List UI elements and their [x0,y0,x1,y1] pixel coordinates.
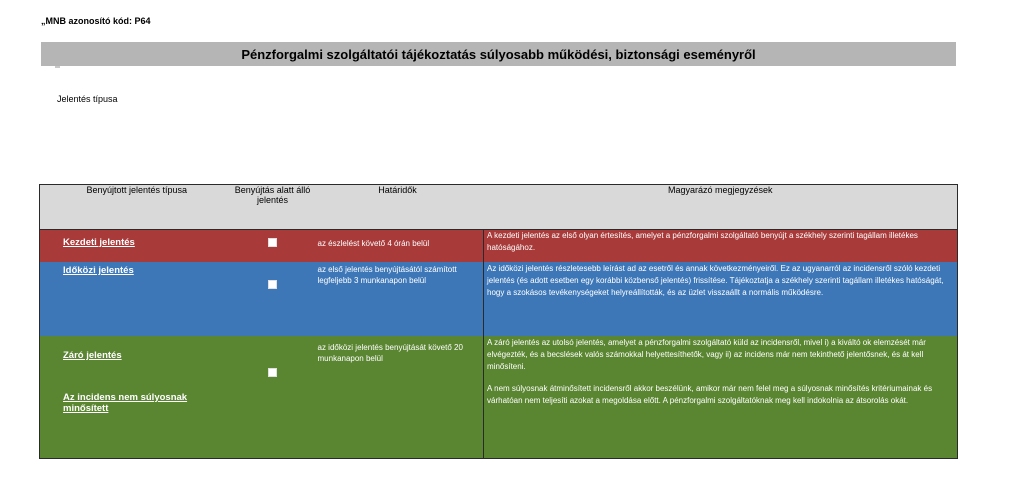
table-header-row [40,185,958,230]
header-submitted-type: Benyújtott jelentés típusa [40,185,234,230]
mnb-code-label: „MNB azonosító kód: P64 [41,16,151,26]
initial-report-note: A kezdeti jelentés az első olyan értesítés, amelyet a pénzforgalmi szolgáltató benyújt a székhely szerinti tagállam illetékes hatóságához. [484,230,958,263]
not-serious-incident-note: A nem súlyosnak átminősített incidensről akkor beszélünk, amikor már nem felel meg a súlyosnak minősítés kritériumainak és várhatóan nem teljesíti azokat a megoldása előtt. A pénzforgalmi szolgáltatóknak meg kell indokolnia az átsorolás okát. [487,384,933,405]
page-title: Pénzforgalmi szolgáltatói tájékoztatás súlyosabb működési, biztonsági eseményről [41,42,956,66]
interim-report-note: Az időközi jelentés részletesebb leírást ad az esetről és annak következményeiről. Ez az ugyanarról az incidensről szóló kezdeti jelentés (és adott esetben egy korábbi közbenső jelentés) frissítése. Tájékoztatja a székhely szerinti tagállam illetékes hatóságát, hogy a szokásos tevékenységeket helyreállították, és az üzlet visszaállt a normális működésre. [484,262,958,336]
initial-report-deadline: az észlelést követő 4 órán belül [312,230,484,263]
initial-report-link[interactable]: Kezdeti jelentés [63,237,135,248]
table-row-initial [40,230,958,263]
not-serious-incident-link[interactable]: Az incidens nem súlyosnak minősített [63,392,188,414]
report-type-label: Jelentés típusa [57,94,118,104]
table-row-final [40,336,958,459]
final-report-checkbox[interactable] [268,368,277,377]
header-pending-report: Benyújtás alatt álló jelentés [234,185,312,230]
decorative-tick [55,66,60,68]
initial-report-checkbox[interactable] [268,238,277,247]
final-report-link[interactable]: Záró jelentés [63,350,122,361]
table-row-interim [40,262,958,336]
final-report-deadline: az időközi jelentés benyújtását követő 20 munkanapon belül [312,336,484,459]
header-deadlines: Határidők [312,185,484,230]
header-explanatory-notes: Magyarázó megjegyzések [484,185,958,230]
report-type-table [39,184,958,459]
interim-report-checkbox[interactable] [268,280,277,289]
interim-report-deadline: az első jelentés benyújtásától számított legfeljebb 3 munkanapon belül [312,262,484,336]
interim-report-link[interactable]: Időközi jelentés [63,265,134,276]
final-report-note: A záró jelentés az utolsó jelentés, amelyet a pénzforgalmi szolgáltató küld az incidensről, mivel i) a kiváltó ok elemzését már elvégezték, és a becslések valós számokkal helyettesíthetők, vagy ii) az incidens már nem tekinthető jelentősnek, és át kell minősíteni. [487,338,926,371]
